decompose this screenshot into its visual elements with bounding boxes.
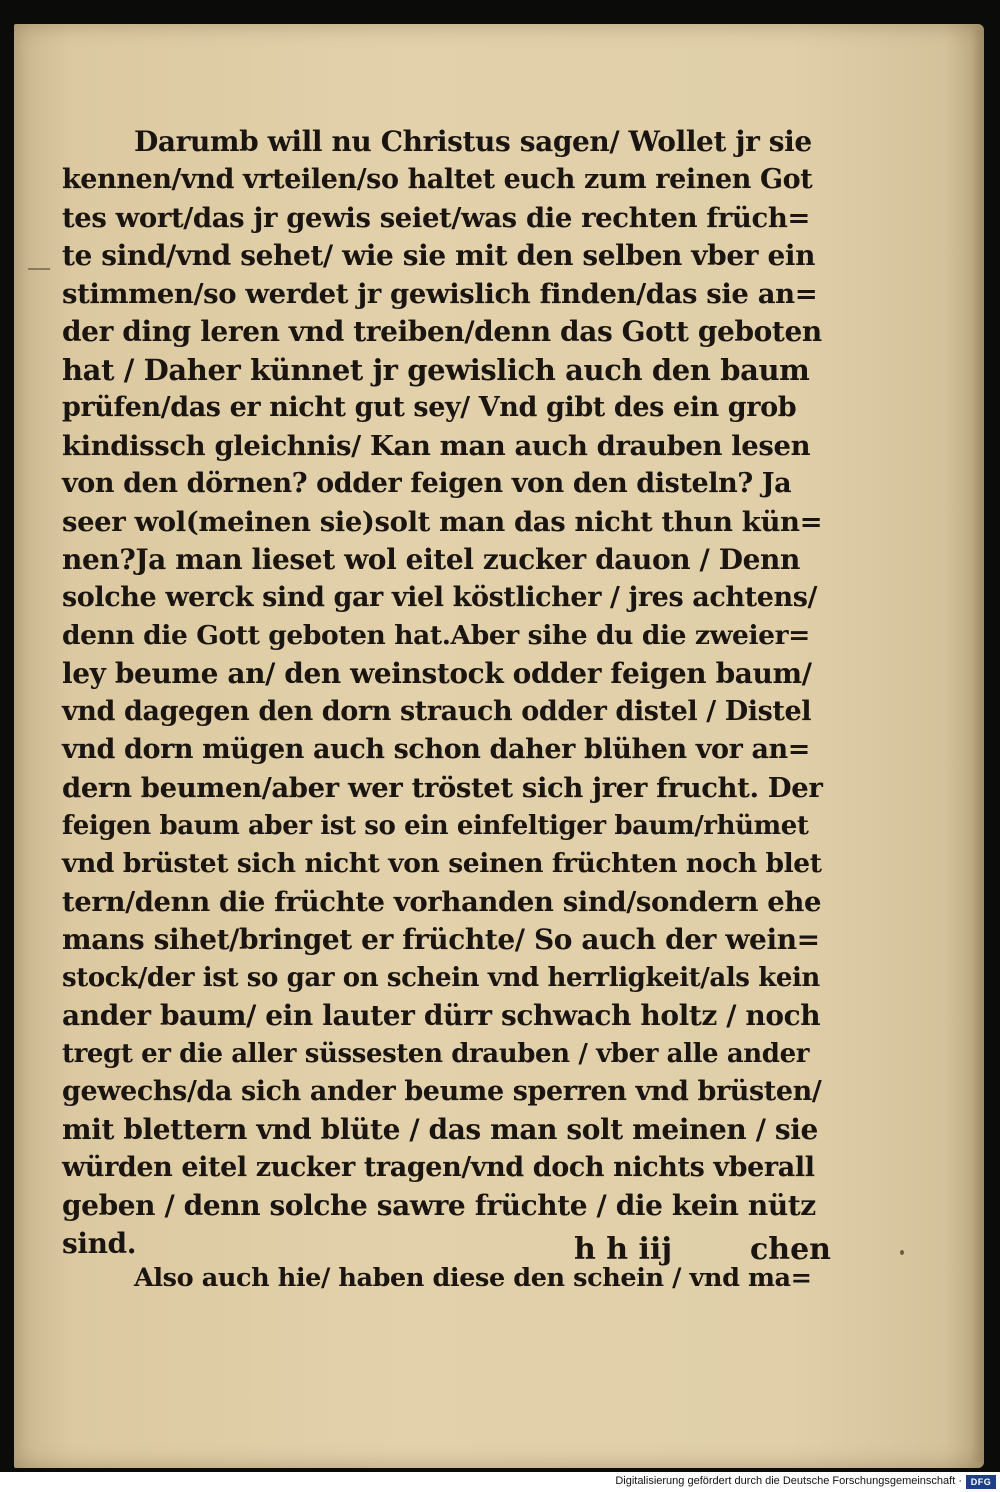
- text-line: der ding leren vnd treiben/denn das Gott geboten: [62, 315, 822, 348]
- text-line: hat / Daher künnet jr gewislich auch den baum: [62, 353, 810, 387]
- text-line: tern/denn die früchte vorhanden sind/sondern ehe: [62, 886, 822, 918]
- text-line: ley beume an/ den weinstock odder feigen baum/: [62, 657, 812, 690]
- text-line: Darumb will nu Christus sagen/ Wollet jr sie: [134, 125, 812, 158]
- text-line: stimmen/so werdet jr gewislich finden/das sie an=: [62, 278, 818, 310]
- book-page: [14, 24, 984, 1468]
- text-line: tregt er die aller süssesten drauben / vber alle ander: [62, 1039, 810, 1069]
- funding-credit: Digitalisierung gefördert durch die Deutsche Forschungsgemeinschaft ·: [615, 1475, 962, 1487]
- text-line: von den dörnen? odder feigen von den disteln? Ja: [62, 468, 792, 499]
- text-line: tes wort/das jr gewis seiet/was die rechten früch=: [62, 202, 811, 234]
- text-line: feigen baum aber ist so ein einfeltiger baum/rhümet: [62, 811, 809, 841]
- text-line: nen?Ja man lieset wol eitel zucker dauon / Denn: [62, 543, 800, 576]
- text-line: mans sihet/bringet er früchte/ So auch der wein=: [62, 923, 820, 956]
- footer-bar: [0, 1472, 1000, 1492]
- text-line: sind.: [62, 1227, 137, 1260]
- dfg-logo: DFG: [966, 1475, 996, 1489]
- text-line: te sind/vnd sehet/ wie sie mit den selben vber ein: [62, 239, 816, 272]
- text-line: kindissch gleichnis/ Kan man auch drauben lesen: [62, 430, 811, 462]
- text-line: stock/der ist so gar on schein vnd herrligkeit/als kein: [62, 963, 820, 993]
- page-edge: [972, 30, 984, 1462]
- text-line: mit blettern vnd blüte / das man solt meinen / sie: [62, 1113, 818, 1146]
- text-line: solche werck sind gar viel köstlicher / jres achtens/: [62, 582, 817, 613]
- text-line: geben / denn solche sawre früchte / die kein nütz: [62, 1189, 816, 1222]
- margin-mark: [28, 268, 50, 270]
- text-line: vnd dorn mügen auch schon daher blühen vor an=: [62, 734, 811, 765]
- text-line: würden eitel zucker tragen/vnd doch nichts vberall: [62, 1152, 815, 1183]
- text-line: Also auch hie/ haben diese den schein / vnd ma=: [134, 1263, 812, 1293]
- paper-speck: [900, 1250, 904, 1255]
- text-line: vnd dagegen den dorn strauch odder distel / Distel: [62, 696, 812, 727]
- text-line: vnd brüstet sich nicht von seinen früchten noch blet: [62, 848, 822, 879]
- catchword: chen: [750, 1232, 831, 1267]
- text-line: seer wol(meinen sie)solt man das nicht thun kün=: [62, 506, 823, 538]
- text-line: denn die Gott geboten hat.Aber sihe du die zweier=: [62, 620, 810, 651]
- text-line: kennen/vnd vrteilen/so haltet euch zum reinen Got: [62, 164, 813, 195]
- text-line: ander baum/ ein lauter dürr schwach holtz / noch: [62, 999, 821, 1032]
- text-line: dern beumen/aber wer tröstet sich jrer frucht. Der: [62, 772, 823, 804]
- signature-mark: h h iij: [574, 1232, 673, 1267]
- text-line: gewechs/da sich ander beume sperren vnd brüsten/: [62, 1076, 822, 1107]
- text-line: prüfen/das er nicht gut sey/ Vnd gibt des ein grob: [62, 392, 797, 423]
- page-footer-line: [574, 1232, 834, 1268]
